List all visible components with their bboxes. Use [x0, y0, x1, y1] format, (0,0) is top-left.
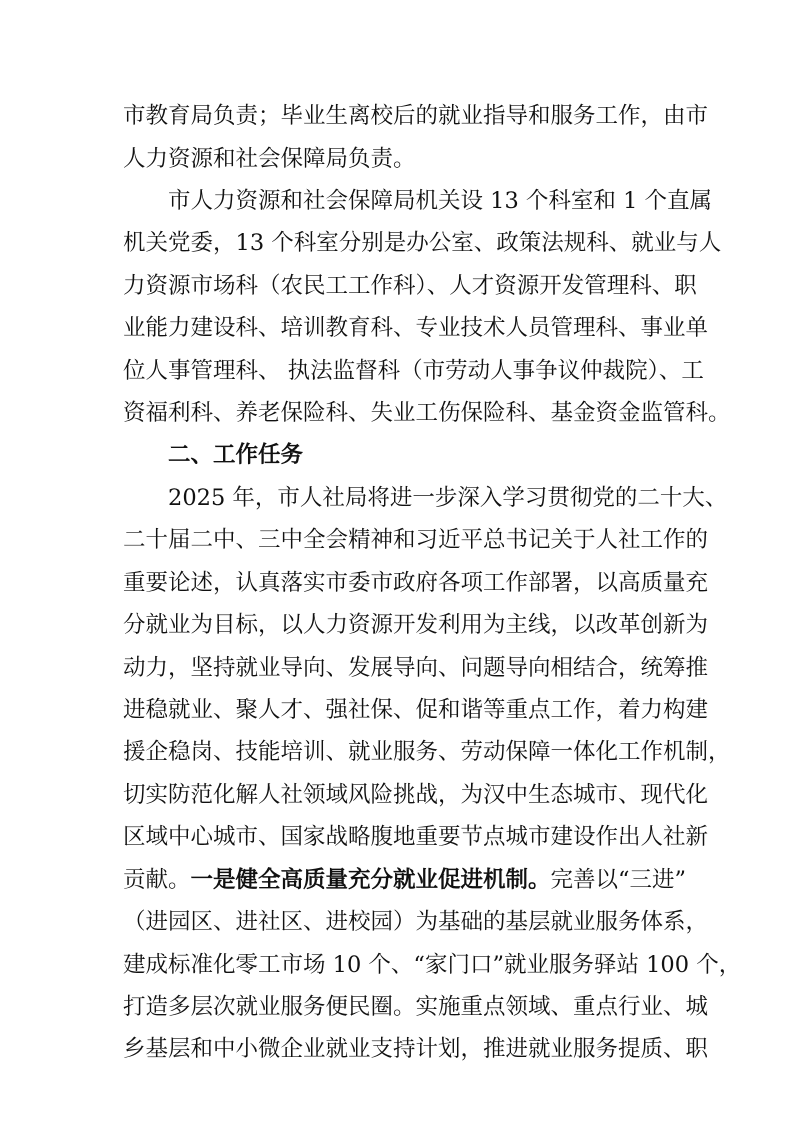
text-line: 援企稳岗、技能培训、就业服务、劳动保障一体化工作机制，	[123, 739, 731, 765]
section-heading: 二、工作任务	[168, 442, 304, 468]
text-line: 市教育局负责；毕业生离校后的就业指导和服务工作，由市	[123, 103, 709, 129]
text-line: 区域中心城市、国家战略腹地重要节点城市建设作出人社新	[123, 824, 709, 850]
text-line: 机关党委，13 个科室分别是办公室、政策法规科、就业与人	[123, 230, 722, 256]
text-line: 切实防范化解人社领域风险挑战，为汉中生态城市、现代化	[123, 782, 709, 808]
text-segment: 完善以“三进”	[550, 867, 687, 893]
text-line: （进园区、进社区、进校园）为基础的基层就业服务体系，	[123, 909, 709, 935]
text-line: 业能力建设科、培训教育科、专业技术人员管理科、事业单	[123, 315, 709, 341]
text-line: 打造多层次就业服务便民圈。实施重点领域、重点行业、城	[123, 994, 709, 1020]
text-line: 动力，坚持就业导向、发展导向、问题导向相结合，统筹推	[123, 655, 709, 681]
text-line: 分就业为目标，以人力资源开发利用为主线，以改革创新为	[123, 612, 709, 638]
text-line: 市人力资源和社会保障局机关设 13 个科室和 1 个直属	[168, 188, 713, 214]
text-segment: 贡献。	[123, 867, 191, 893]
text-line: 乡基层和中小微企业就业支持计划，推进就业服务提质、职	[123, 1036, 709, 1062]
text-line: 进稳就业、聚人才、强社保、促和谐等重点工作，着力构建	[123, 697, 709, 723]
text-line-mixed	[123, 865, 687, 895]
text-line: 人力资源和社会保障局负责。	[123, 146, 416, 172]
text-line: 位人事管理科、 执法监督科（市劳动人事争议仲裁院）、工	[123, 358, 704, 384]
text-line: 2025 年，市人社局将进一步深入学习贯彻党的二十大、	[168, 485, 728, 511]
text-line: 资福利科、养老保险科、失业工伤保险科、基金资金监管科。	[123, 400, 731, 426]
bold-lead-phrase: 一是健全高质量充分就业促进机制。	[190, 867, 551, 893]
text-line: 重要论述，认真落实市委市政府各项工作部署，以高质量充	[123, 570, 709, 596]
text-line: 二十届二中、三中全会精神和习近平总书记关于人社工作的	[123, 527, 709, 553]
text-line: 建成标准化零工市场 10 个、“家门口”就业服务驿站 100 个，	[123, 952, 742, 978]
text-line: 力资源市场科（农民工工作科）、人才资源开发管理科、职	[123, 273, 697, 299]
